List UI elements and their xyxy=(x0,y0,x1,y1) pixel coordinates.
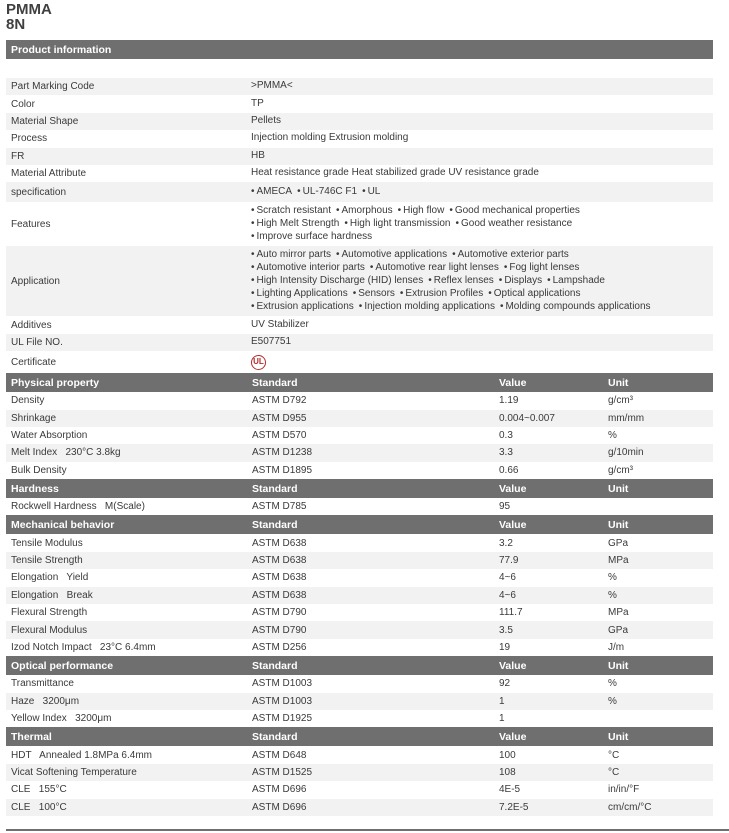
table-row xyxy=(6,427,713,444)
property-value: 19 xyxy=(499,642,511,653)
chip-item: • Reflex lenses xyxy=(428,275,494,286)
table-row xyxy=(6,675,713,692)
property-unit: in/in/°F xyxy=(608,784,640,796)
chip-item: • UL xyxy=(362,186,380,197)
chip-item: • Lighting Applications xyxy=(251,288,348,299)
property-unit: % xyxy=(608,430,617,442)
info-row xyxy=(6,130,713,147)
chip-item: • Automotive applications xyxy=(336,249,447,260)
table-row xyxy=(6,710,713,727)
table-row xyxy=(6,746,713,763)
property-value: 4E-5 xyxy=(499,784,521,796)
property-value: 3.2 xyxy=(499,537,513,549)
info-value: TP xyxy=(251,97,264,109)
ul-certification-icon: UL xyxy=(251,355,266,370)
property-value: 1 xyxy=(499,695,505,707)
chip-item: • Extrusion Profiles xyxy=(400,288,483,299)
table-row xyxy=(6,764,713,781)
property-unit: °C xyxy=(608,749,620,761)
chip-item: • Amorphous xyxy=(336,205,393,216)
col-header-value: Value xyxy=(499,482,527,495)
chip-item: • High light transmission xyxy=(344,218,450,229)
section-title: Hardness xyxy=(11,482,59,495)
table-row xyxy=(6,799,713,816)
chip-item: • Fog light lenses xyxy=(504,262,580,273)
chip-item: • UL-746C F1 xyxy=(297,186,357,197)
info-row xyxy=(6,165,713,182)
col-header-unit: Unit xyxy=(608,482,629,495)
property-standard: ASTM D648 xyxy=(252,749,307,761)
property-value: 3.3 xyxy=(499,447,513,459)
property-unit: % xyxy=(608,589,617,601)
property-value: 111.7 xyxy=(499,607,523,619)
product-info-header xyxy=(6,40,713,59)
info-value: Pellets xyxy=(251,115,282,127)
info-label: Application xyxy=(11,275,60,287)
property-name: Vicat Softening Temperature xyxy=(11,766,137,778)
info-row xyxy=(6,78,713,95)
col-header-standard: Standard xyxy=(252,376,298,389)
property-unit: GPa xyxy=(608,537,629,549)
property-name: Elongation Break xyxy=(11,589,93,601)
property-unit: g/cm³ xyxy=(608,395,633,407)
property-standard: ASTM D638 xyxy=(252,555,307,567)
property-name: Transmittance xyxy=(11,678,74,690)
col-header-unit: Unit xyxy=(608,659,629,672)
property-value: 1.19 xyxy=(499,395,519,407)
info-value: HB xyxy=(251,149,265,161)
info-chips xyxy=(246,205,713,243)
info-label: UL File NO. xyxy=(11,336,63,348)
chip-item: • Improve surface hardness xyxy=(251,231,372,242)
chip-item: • Scratch resistant xyxy=(251,205,331,216)
property-value: 108 xyxy=(499,766,516,778)
property-unit: J/m xyxy=(608,642,625,653)
property-value: 1 xyxy=(499,713,505,725)
info-row xyxy=(6,246,713,316)
info-chips xyxy=(246,249,713,313)
property-standard: ASTM D638 xyxy=(252,537,307,549)
info-label: Process xyxy=(11,133,48,145)
property-value: 0.004~0.007 xyxy=(499,412,555,424)
property-name: Bulk Density xyxy=(11,464,67,476)
section-header xyxy=(6,479,713,498)
info-label: specification xyxy=(11,186,67,198)
property-unit: % xyxy=(608,572,617,584)
table-row xyxy=(6,444,713,461)
col-header-unit: Unit xyxy=(608,518,629,531)
chip-item: • Automotive interior parts xyxy=(251,262,365,273)
info-row xyxy=(6,113,713,130)
table-row xyxy=(6,392,713,409)
info-value: Heat resistance grade Heat stabilized grade UV resistance grade xyxy=(251,167,539,179)
property-standard: ASTM D1238 xyxy=(252,447,313,459)
property-name: Water Absorption xyxy=(11,430,88,442)
property-standard: ASTM D792 xyxy=(252,395,307,407)
property-unit: MPa xyxy=(608,607,629,619)
property-value: 0.3 xyxy=(499,430,513,442)
property-standard: ASTM D1525 xyxy=(252,766,313,778)
property-unit: cm/cm/°C xyxy=(608,801,652,813)
chip-item: • Lampshade xyxy=(547,275,605,286)
property-name: Yellow Index 3200μm xyxy=(11,713,112,725)
product-info-table xyxy=(6,78,713,373)
property-standard: ASTM D256 xyxy=(252,642,307,653)
info-row xyxy=(6,316,713,333)
info-row xyxy=(6,95,713,112)
property-standard: ASTM D570 xyxy=(252,430,307,442)
chip-item: • High flow xyxy=(398,205,445,216)
property-unit: GPa xyxy=(608,624,629,636)
section-title: Physical property xyxy=(11,376,100,389)
info-row xyxy=(6,202,713,246)
table-row xyxy=(6,639,713,656)
property-name: Tensile Strength xyxy=(11,555,83,567)
chip-item: • Good mechanical properties xyxy=(449,205,580,216)
info-value: UV Stabilizer xyxy=(251,318,309,330)
property-standard: ASTM D790 xyxy=(252,624,307,636)
property-name: Haze 3200μm xyxy=(11,695,80,707)
property-name: Elongation Yield xyxy=(11,572,89,584)
col-header-value: Value xyxy=(499,376,527,389)
table-row xyxy=(6,781,713,798)
property-name: HDT Annealed 1.8MPa 6.4mm xyxy=(11,749,152,761)
property-standard: ASTM D638 xyxy=(252,589,307,601)
title-grade: 8N xyxy=(6,16,26,33)
property-sections xyxy=(6,373,713,816)
chip-item: • Automotive rear light lenses xyxy=(370,262,499,273)
table-row xyxy=(6,410,713,427)
info-label: FR xyxy=(11,150,25,162)
property-unit: mm/mm xyxy=(608,412,645,424)
page-title xyxy=(6,2,52,32)
chip-item: • High Melt Strength xyxy=(251,218,339,229)
section-header xyxy=(6,656,713,675)
property-name: Density xyxy=(11,395,45,407)
table-row xyxy=(6,604,713,621)
property-name: Melt Index 230°C 3.8kg xyxy=(11,447,121,459)
table-row xyxy=(6,569,713,586)
property-name: Izod Notch Impact 23°C 6.4mm xyxy=(11,642,156,653)
table-row xyxy=(6,587,713,604)
info-label: Part Marking Code xyxy=(11,81,95,93)
col-header-value: Value xyxy=(499,659,527,672)
property-name: Shrinkage xyxy=(11,412,57,424)
property-value: 4~6 xyxy=(499,572,516,584)
property-unit: % xyxy=(608,695,617,707)
property-standard: ASTM D955 xyxy=(252,412,307,424)
property-unit: MPa xyxy=(608,555,629,567)
property-name: Rockwell Hardness M(Scale) xyxy=(11,501,145,513)
property-name: Flexural Strength xyxy=(11,607,88,619)
property-unit: g/cm³ xyxy=(608,464,633,476)
col-header-standard: Standard xyxy=(252,730,298,743)
info-value: E507751 xyxy=(251,336,292,348)
property-standard: ASTM D1895 xyxy=(252,464,313,476)
title-material: PMMA xyxy=(6,1,52,18)
chip-item: • Optical applications xyxy=(488,288,580,299)
chip-item: • High Intensity Discharge (HID) lenses xyxy=(251,275,423,286)
chip-item: • Extrusion applications xyxy=(251,301,354,312)
table-row xyxy=(6,693,713,710)
property-name: CLE 155°C xyxy=(11,784,67,796)
spacer xyxy=(6,59,713,78)
property-unit: % xyxy=(608,678,617,690)
info-label: Material Attribute xyxy=(11,168,87,180)
col-header-standard: Standard xyxy=(252,659,298,672)
table-row xyxy=(6,552,713,569)
property-standard: ASTM D696 xyxy=(252,801,307,813)
info-label: Features xyxy=(11,218,51,230)
chip-item: • AMECA xyxy=(251,186,292,197)
chip-item: • Automotive exterior parts xyxy=(452,249,569,260)
info-value: Injection molding Extrusion molding xyxy=(251,132,409,144)
info-row xyxy=(6,182,713,202)
property-standard: ASTM D790 xyxy=(252,607,307,619)
table-row xyxy=(6,498,713,515)
property-standard: ASTM D1003 xyxy=(252,678,313,690)
info-row xyxy=(6,148,713,165)
info-row xyxy=(6,351,713,373)
info-label: Color xyxy=(11,98,35,110)
chip-item: • Good weather resistance xyxy=(455,218,572,229)
info-label: Certificate xyxy=(11,356,57,368)
property-unit: °C xyxy=(608,766,620,778)
section-header xyxy=(6,373,713,392)
chip-item: • Injection molding applications xyxy=(359,301,495,312)
property-name: CLE 100°C xyxy=(11,801,67,813)
info-label: Additives xyxy=(11,319,52,331)
section-title: Thermal xyxy=(11,730,52,743)
chip-item: • Molding compounds applications xyxy=(500,301,651,312)
property-value: 4~6 xyxy=(499,589,516,601)
property-value: 7.2E-5 xyxy=(499,801,529,813)
col-header-unit: Unit xyxy=(608,730,629,743)
table-row xyxy=(6,462,713,479)
section-title: Optical performance xyxy=(11,659,114,672)
section-title: Mechanical behavior xyxy=(11,518,115,531)
chip-item: • Sensors xyxy=(353,288,395,299)
info-chips xyxy=(246,186,713,199)
col-header-unit: Unit xyxy=(608,376,629,389)
col-header-standard: Standard xyxy=(252,482,298,495)
property-standard: ASTM D785 xyxy=(252,501,307,513)
property-name: Flexural Modulus xyxy=(11,624,88,636)
section-header xyxy=(6,727,713,746)
info-value: >PMMA< xyxy=(251,80,293,92)
info-value xyxy=(246,355,713,370)
info-label: Material Shape xyxy=(11,115,79,127)
chip-item: • Displays xyxy=(499,275,542,286)
property-value: 95 xyxy=(499,501,511,513)
property-value: 77.9 xyxy=(499,555,519,567)
info-row xyxy=(6,334,713,351)
section-header xyxy=(6,515,713,534)
col-header-value: Value xyxy=(499,730,527,743)
property-name: Tensile Modulus xyxy=(11,537,83,549)
property-standard: ASTM D1003 xyxy=(252,695,313,707)
product-info-title: Product information xyxy=(11,43,112,56)
col-header-standard: Standard xyxy=(252,518,298,531)
table-row xyxy=(6,621,713,638)
chip-item: • Auto mirror parts xyxy=(251,249,331,260)
property-value: 3.5 xyxy=(499,624,513,636)
bottom-divider xyxy=(6,829,729,831)
col-header-value: Value xyxy=(499,518,527,531)
property-value: 100 xyxy=(499,749,516,761)
table-row xyxy=(6,534,713,551)
property-standard: ASTM D1925 xyxy=(252,713,313,725)
datasheet xyxy=(6,40,713,816)
property-value: 0.66 xyxy=(499,464,519,476)
property-unit: g/10min xyxy=(608,447,644,459)
property-standard: ASTM D638 xyxy=(252,572,307,584)
property-value: 92 xyxy=(499,678,511,690)
property-standard: ASTM D696 xyxy=(252,784,307,796)
